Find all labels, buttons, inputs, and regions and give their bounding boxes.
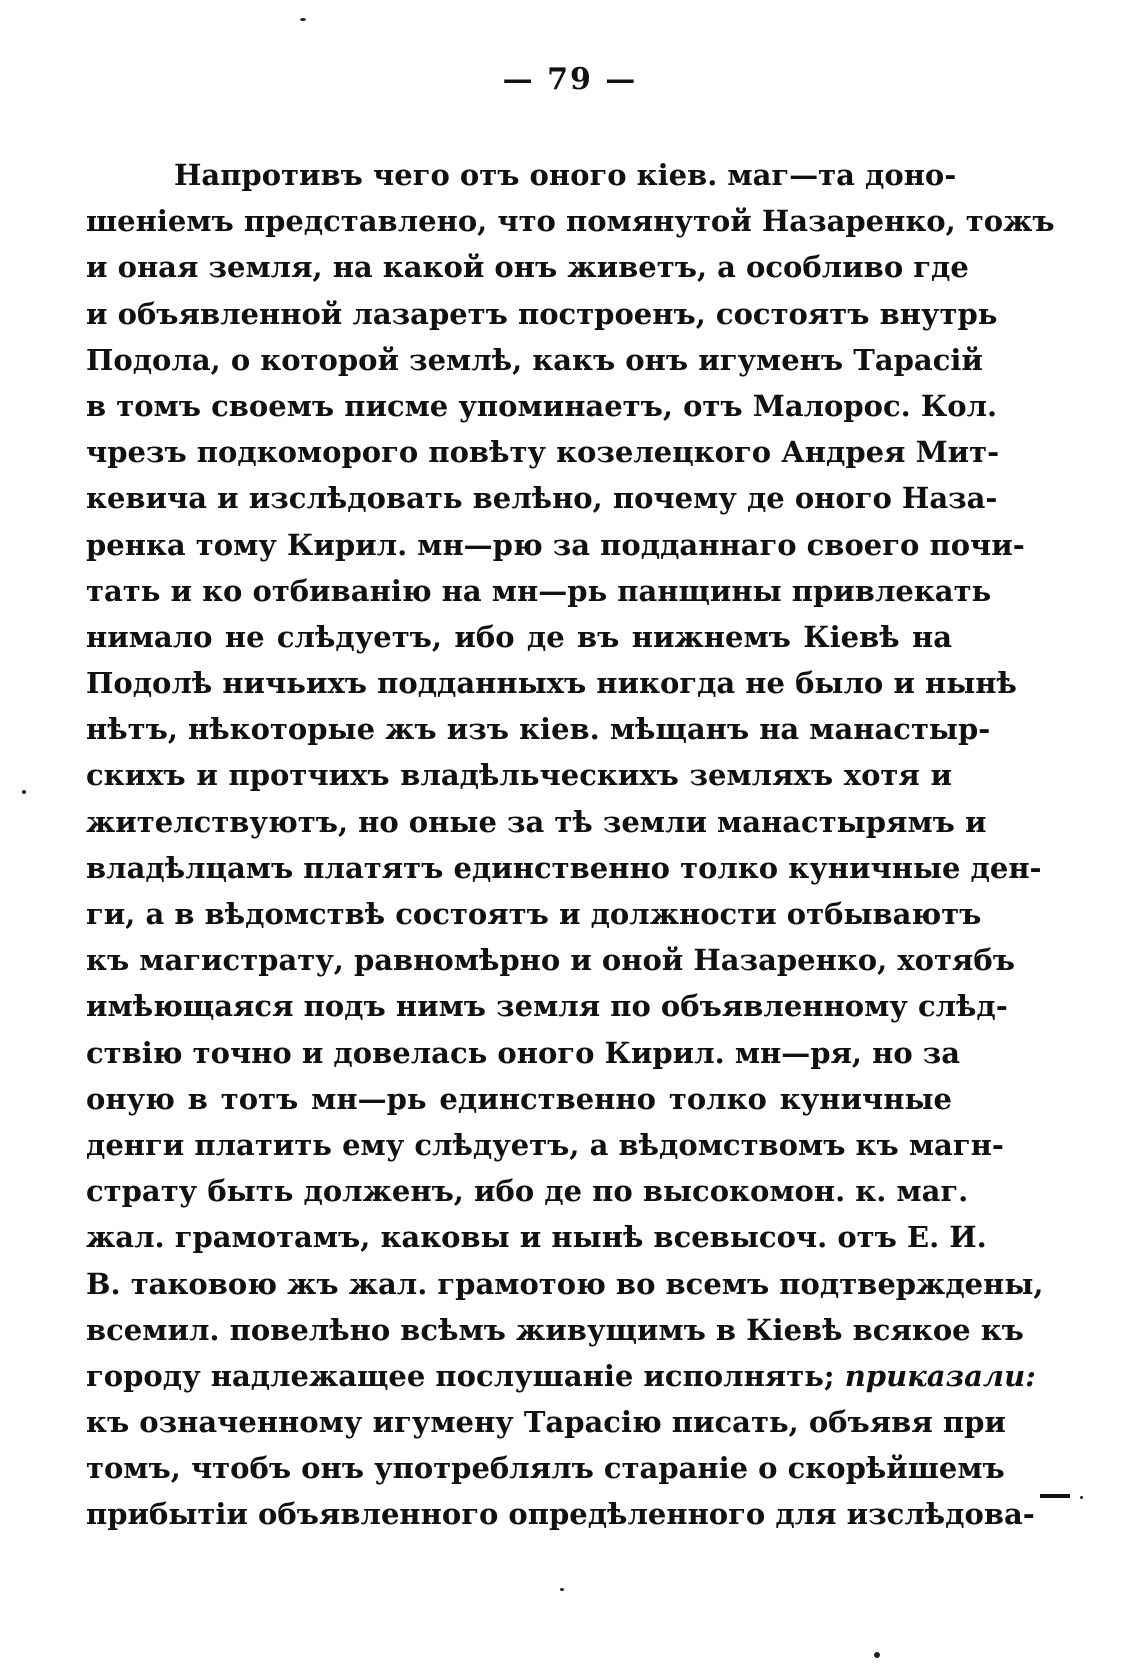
text-line: прибытiи объявленного опредѣленного для изслѣдова- (86, 1497, 1035, 1532)
text-line: шенiемъ представлено, что помянутой Назаренко, тожъ (86, 204, 1055, 239)
text-line: оную в тотъ мн—рь единственно толко куничные (86, 1081, 952, 1116)
text-line: имѣющаяся подъ нимъ земля по объявленному слѣд- (86, 989, 1008, 1024)
text-line: Подола, о которой землѣ, какъ онъ игуменъ Тарасiй (86, 342, 983, 377)
italic-phrase: приказали: (844, 1358, 1036, 1393)
body-text (86, 152, 1055, 1538)
text-line: и объявленной лазаретъ построенъ, состоятъ внутрь (86, 296, 998, 331)
text-line: кевича и изслѣдовать велѣно, почему де оного Наза- (86, 481, 998, 516)
text-line: жителствуютъ, но оные за тѣ земли манастырямъ и (86, 804, 987, 839)
text-line: Подолѣ ничьихъ подданныхъ никогда не было и нынѣ (86, 666, 1017, 701)
text-line: къ означенному игумену Тарасiю писать, объявя при (86, 1405, 1006, 1440)
scan-mark (1040, 1494, 1070, 1498)
text-line: томъ, чтобъ онъ употреблялъ старанiе о скорѣйшемъ (86, 1451, 1005, 1486)
scan-speck (560, 1588, 564, 1591)
text-line: и оная земля, на какой онъ живетъ, а особливо где (86, 250, 969, 285)
text-line: къ магистрату, равномѣрно и оной Назаренко, хотябъ (86, 943, 1015, 978)
text-line: страту быть долженъ, ибо де по высокомон. к. маг. (86, 1174, 969, 1209)
text-line: тать и ко отбиванiю на мн—рь панщины привлекать (86, 573, 992, 608)
text-line: жал. грамотамъ, каковы и нынѣ всевысоч. отъ Е. И. (86, 1220, 987, 1255)
scan-speck (300, 18, 306, 21)
text-line: денги платить ему слѣдуетъ, а вѣдомствомъ къ магн- (86, 1127, 1004, 1162)
text-line: ги, а в вѣдомствѣ состоятъ и должности отбываютъ (86, 897, 982, 931)
text-line: ствiю точно и довелась оного Кирил. мн—ря, но за (86, 1035, 961, 1070)
scan-speck (1080, 1496, 1083, 1499)
text-line: В. таковою жъ жал. грамотою во всемъ подтверждены, (86, 1266, 1044, 1301)
text-line: нѣтъ, нѣкоторые жъ изъ кiев. мѣщанъ на манастыр- (86, 712, 991, 747)
text-line: нимало не слѣдуетъ, ибо де въ нижнемъ Кiевѣ на (86, 619, 952, 654)
text-line-segment: городу надлежащее послушанiе исполнять; (86, 1358, 835, 1393)
text-line: скихъ и протчихъ владѣльческихъ земляхъ хотя и (86, 758, 952, 793)
text-line: ренка тому Кирил. мн—рю за подданнаго своего почи- (86, 527, 1025, 562)
page-number: — 79 — (502, 62, 638, 97)
scan-speck (22, 790, 26, 794)
text-line: Напротивъ чего отъ оного кiев. маг—та доно- (174, 158, 957, 192)
text-line-with-italic (86, 1353, 1036, 1399)
text-line: владѣлцамъ платятъ единственно толко куничные ден- (86, 850, 1042, 885)
text-line: в томъ своемъ писме упоминаетъ, отъ Малорос. Кол. (86, 388, 998, 423)
text-line: всемил. повелѣно всѣмъ живущимъ в Кiевѣ всякое къ (86, 1312, 1024, 1347)
scan-speck (874, 1652, 880, 1658)
text-line: чрезъ подкоморого повѣту козелецкого Андрея Мит- (86, 435, 1000, 470)
